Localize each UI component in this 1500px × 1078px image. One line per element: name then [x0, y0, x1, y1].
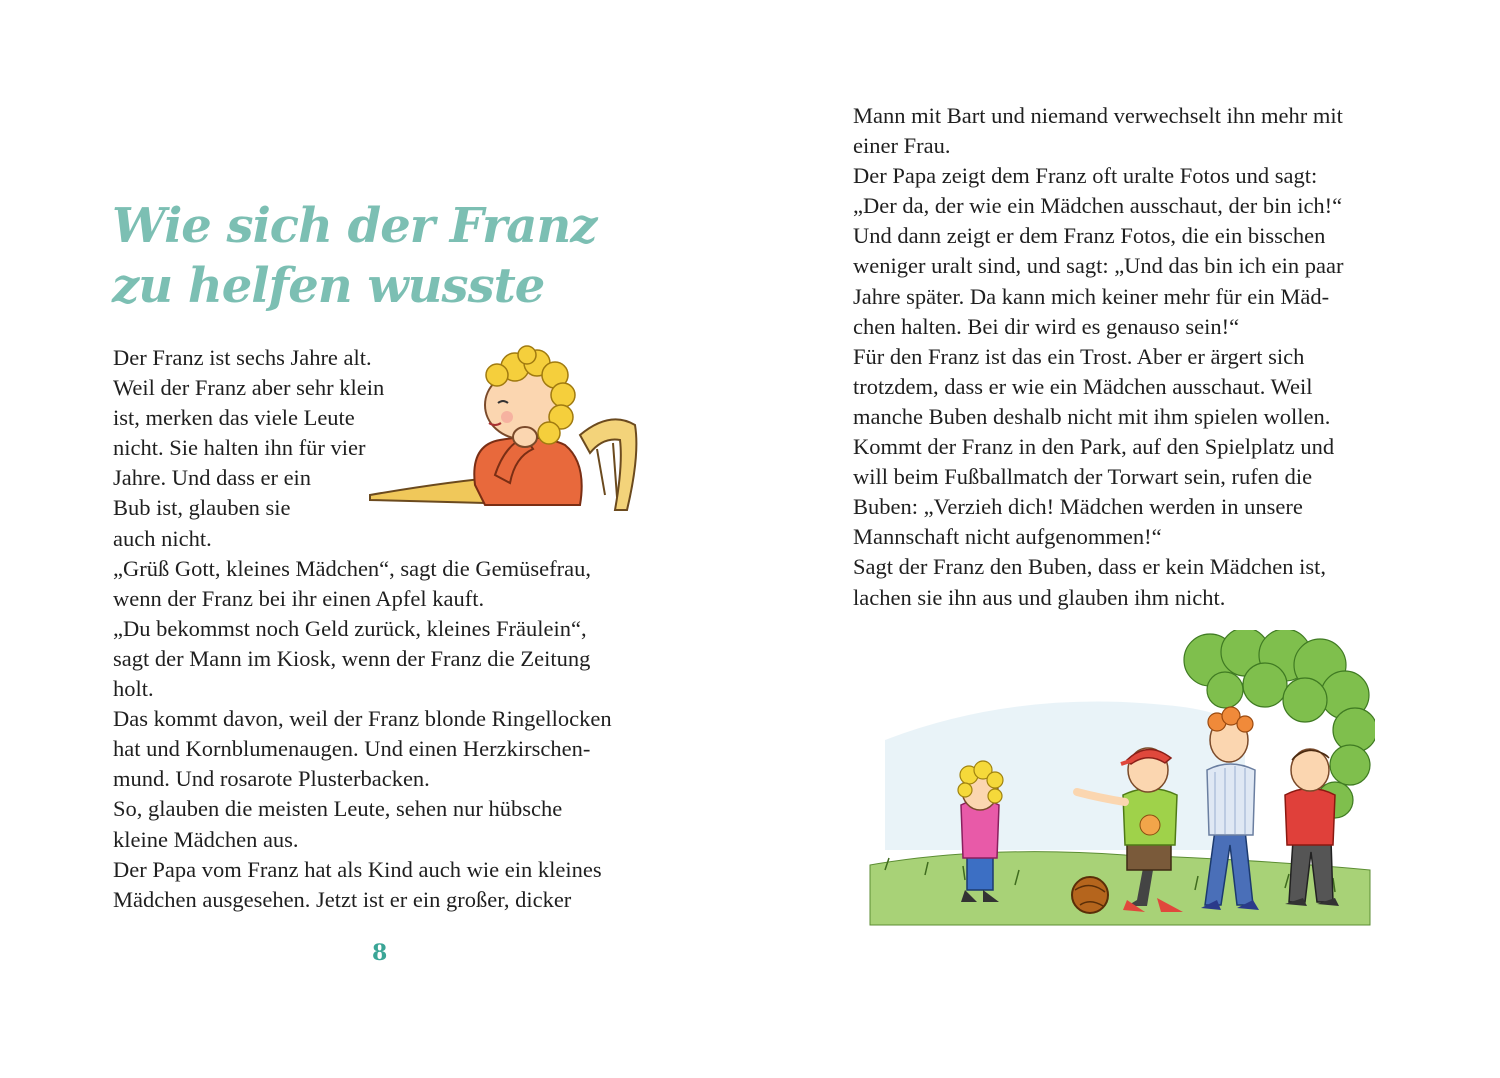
text-line: Mannschaft nicht aufgenommen!“ [853, 524, 1162, 550]
text-line: Das kommt davon, weil der Franz blonde Ringellocken [113, 706, 612, 732]
boy-at-table-illustration [365, 345, 650, 515]
park-kids-illustration [865, 630, 1375, 930]
text-line: Jahre später. Da kann mich keiner mehr für ein Mäd- [853, 283, 1330, 309]
page-number: 8 [372, 940, 388, 966]
text-line: So, glauben die meisten Leute, sehen nur hübsche [113, 796, 563, 822]
text-line: Sagt der Franz den Buben, dass er kein Mädchen ist, [853, 554, 1327, 580]
right-page-body [853, 101, 1344, 613]
chapter-title-line-1: Wie sich der Franz [112, 198, 597, 254]
text-line: chen halten. Bei dir wird es genauso sein!“ [853, 313, 1240, 339]
text-line: hat und Kornblumenaugen. Und einen Herzkirschen- [113, 736, 591, 762]
text-line: Und dann zeigt er dem Franz Fotos, die ein bisschen [853, 223, 1326, 249]
chapter-title-line-2: zu helfen wusste [112, 258, 545, 314]
text-line: trotzdem, dass er wie ein Mädchen ausschaut. Weil [853, 373, 1313, 399]
text-line: sagt der Mann im Kiosk, wenn der Franz die Zeitung [113, 645, 591, 671]
text-line: Mädchen ausgesehen. Jetzt ist er ein großer, dicker [113, 886, 572, 912]
text-line: Weil der Franz aber sehr klein [113, 375, 385, 401]
text-line: weniger uralt sind, und sagt: „Und das bin ich ein paar [853, 253, 1344, 279]
text-line: kleine Mädchen aus. [113, 826, 299, 852]
text-line: ist, merken das viele Leute [113, 405, 355, 431]
text-line: Jahre. Und dass er ein [113, 465, 312, 491]
text-line: „Du bekommst noch Geld zurück, kleines Fräulein“, [113, 615, 587, 641]
text-line: lachen sie ihn aus und glauben ihm nicht. [853, 584, 1226, 610]
text-line: holt. [113, 676, 154, 702]
text-line: Der Papa vom Franz hat als Kind auch wie ein kleines [113, 856, 602, 882]
text-line: „Der da, der wie ein Mädchen ausschaut, der bin ich!“ [853, 193, 1343, 219]
chapter-title [112, 196, 597, 316]
text-line: Für den Franz ist das ein Trost. Aber er ärgert sich [853, 343, 1305, 369]
text-line: Bub ist, glauben sie [113, 495, 291, 521]
text-line: auch nicht. [113, 525, 212, 551]
text-line: manche Buben deshalb nicht mit ihm spielen wollen. [853, 403, 1331, 429]
text-line: nicht. Sie halten ihn für vier [113, 435, 366, 461]
text-line: Der Franz ist sechs Jahre alt. [113, 345, 372, 370]
text-line: einer Frau. [853, 133, 951, 159]
text-line: Der Papa zeigt dem Franz oft uralte Fotos und sagt: [853, 163, 1318, 189]
text-line: will beim Fußballmatch der Torwart sein, rufen die [853, 464, 1313, 490]
text-line: mund. Und rosarote Plusterbacken. [113, 766, 430, 792]
text-line: wenn der Franz bei ihr einen Apfel kauft. [113, 585, 485, 611]
text-line: Buben: „Verzieh dich! Mädchen werden in unsere [853, 494, 1303, 520]
text-line: Mann mit Bart und niemand verwechselt ihn mehr mit [853, 103, 1343, 128]
text-line: „Grüß Gott, kleines Mädchen“, sagt die Gemüsefrau, [113, 555, 591, 581]
text-line: Kommt der Franz in den Park, auf den Spielplatz und [853, 434, 1335, 460]
